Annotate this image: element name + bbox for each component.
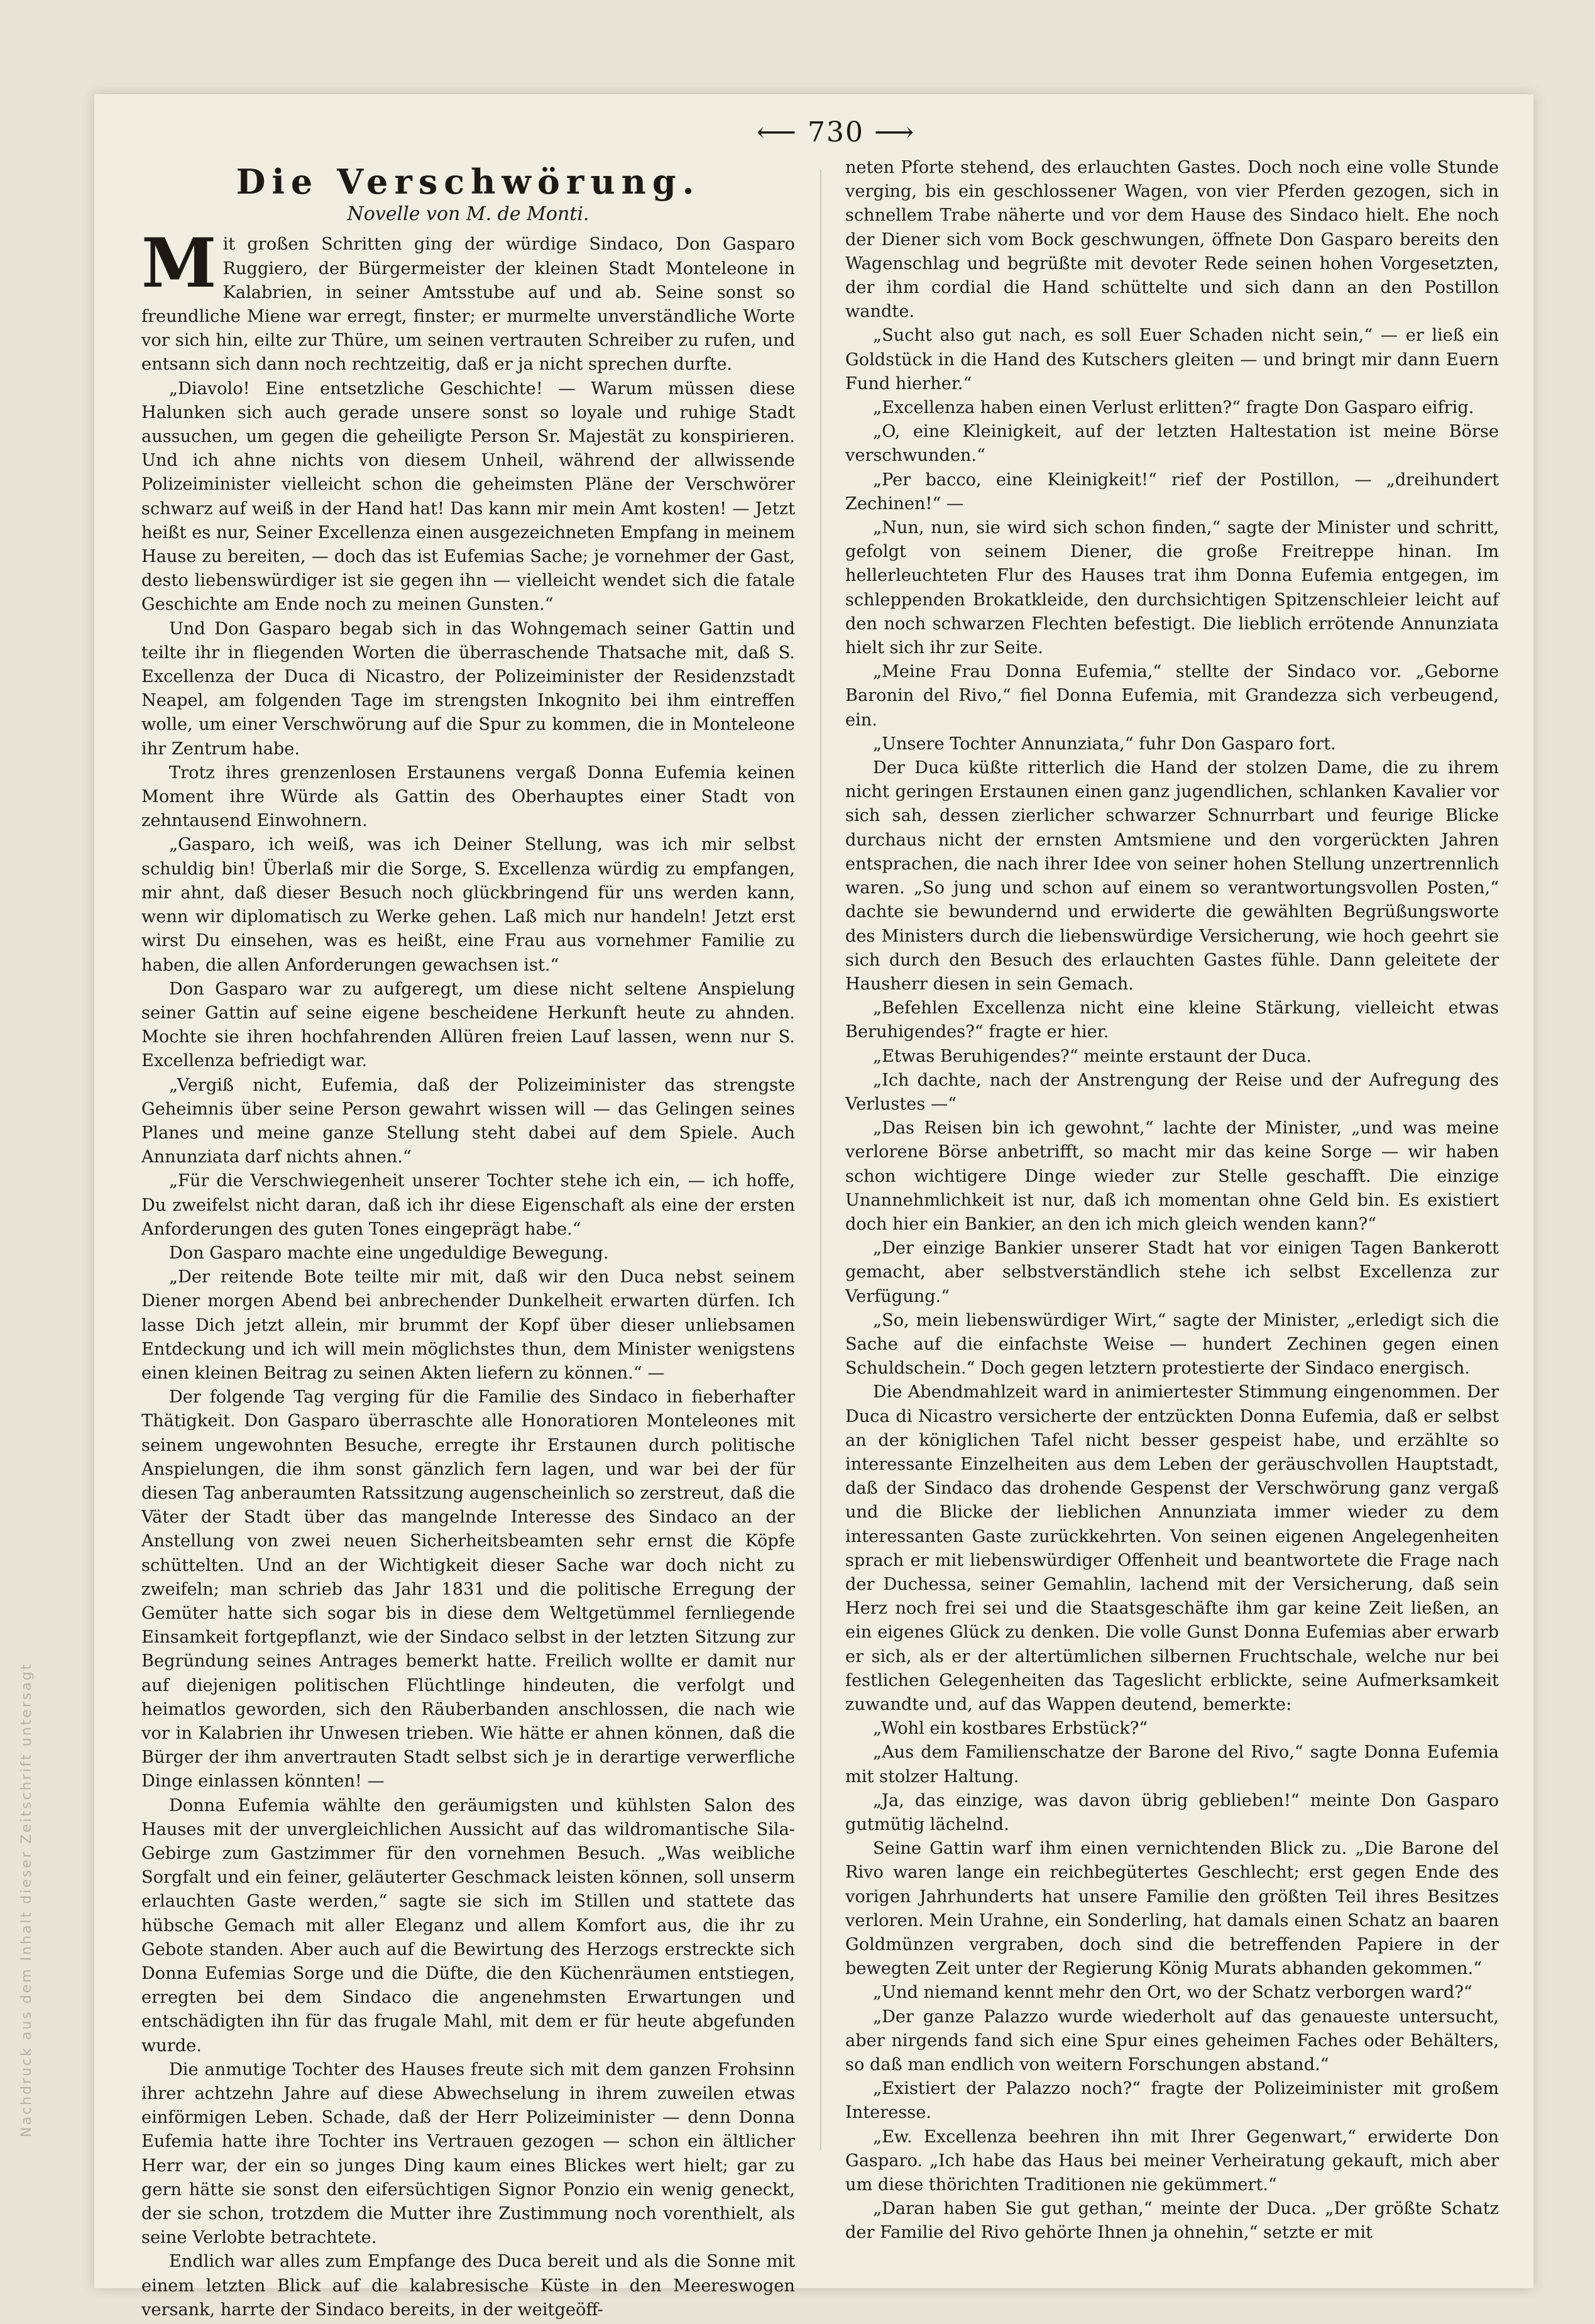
paragraph: „Das Reisen bin ich gewohnt,“ lachte der Minister, „und was meine verlorene Börse anbetrifft, so macht mir das keine Sorge — wir haben schon wichtigere Dinge wieder zur Stelle geschafft. Die einzige Unannehmlichkeit ist nur, daß ich momentan ohne Geld bin. Es existiert doch hier ein Bankier, an den ich mich gleich wenden kann?“ <box>845 1118 1499 1234</box>
paragraph: Und Don Gasparo begab sich in das Wohngemach seiner Gattin und teilte ihr in fliegenden Worten die überraschende Thatsache mit, daß S. Excellenza der Duca di Nicastro, der Polizeiminister der Residenzstadt Neapel, am folgenden Tage im strengsten Inkognito bei ihm eintreffen wolle, um einer Verschwörung auf die Spur zu kommen, die in Monteleone ihr Zentrum habe. <box>141 619 795 759</box>
right-column <box>845 156 1499 2245</box>
paragraph: „Meine Frau Donna Eufemia,“ stellte der Sindaco vor. „Geborne Baronin del Rivo,“ fiel Donna Eufemia, mit Grandezza sich verbeugend, ein. <box>845 662 1499 730</box>
paragraph: Don Gasparo war zu aufgeregt, um diese nicht seltene Anspielung seiner Gattin auf seine eigene bescheidene Herkunft heute zu ahnden. Mochte sie ihren hochfahrenden Allüren freien Lauf lassen, wenn nur S. Excellenza befriedigt war. <box>141 979 795 1071</box>
paragraph: „Ew. Excellenza beehren ihn mit Ihrer Gegenwart,“ erwiderte Don Gasparo. „Ich habe das Haus bei meiner Verheiratung gekauft, mich aber um diese thörichten Traditionen nie gekümmert.“ <box>845 2127 1499 2195</box>
page-number-value: 730 <box>808 116 864 148</box>
paragraph: Der folgende Tag verging für die Familie des Sindaco in fieberhafter Thätigkeit. Don Gasparo überraschte alle Honoratioren Monteleones mit seinem ungewohnten Besuche, erregte ihr Erstaunen durch politische Anspielungen, die ihm sonst gänzlich fern lagen, und war bei der für diesen Tag anberaumten Ratssitzung augenscheinlich so zerstreut, daß die Väter der Stadt über das mangelnde Interesse des Sindaco an der Anstellung von zwei neuen Sicherheitsbeamten sehr ernst die Köpfe schüttelten. Und an der Wichtigkeit dieser Sache war doch nicht zu zweifeln; man schrieb das Jahr 1831 und die politische Erregung der Gemüter hatte sich sogar bis in diese dem Weltgetümmel fernliegende Einsamkeit fortgepflanzt, wie der Sindaco selbst in der letzten Sitzung zur Begründung seines Antrages bemerkt hatte. Freilich wollte er damit nur auf diejenigen politischen Flüchtlinge hindeuten, die verfolgt und heimatlos geworden, sich den Räuberbanden anschlossen, die nach wie vor in Kalabrien ihr Unwesen trieben. Wie hätte er ahnen können, daß die Bürger der ihm anvertrauten Stadt selbst sich je in derartige verwerfliche Dinge einlassen könnten! — <box>141 1387 795 1792</box>
paragraph: „Für die Verschwiegenheit unserer Tochter stehe ich ein, — ich hoffe, Du zweifelst nicht daran, daß ich ihr diese Eigenschaft als eine der ersten Anforderungen des guten Tones eingeprägt habe.“ <box>141 1171 795 1239</box>
column-divider <box>820 170 821 2150</box>
paragraph: Seine Gattin warf ihm einen vernichtenden Blick zu. „Die Barone del Rivo waren lange ein reichbegütertes Geschlecht; erst gegen Ende des vorigen Jahrhunderts hat unsere Familie den größten Teil ihres Besitzes verloren. Mein Urahne, ein Sonderling, hat damals einen Schatz an baaren Goldmünzen vergraben, doch sind die betreffenden Papiere in der bewegten Zeit unter der Regierung König Murats abhanden gekommen.“ <box>845 1839 1499 1979</box>
paragraph: „Vergiß nicht, Eufemia, daß der Polizeiminister das strengste Geheimnis über seine Person gewahrt wissen will — das Gelingen seines Planes und meine ganze Stellung steht dabei auf dem Spiele. Auch Annunziata darf nichts ahnen.“ <box>141 1075 795 1167</box>
paragraph: „Excellenza haben einen Verlust erlitten?“ fragte Don Gasparo eifrig. <box>873 398 1474 418</box>
paragraph: „Sucht also gut nach, es soll Euer Schaden nicht sein,“ — er ließ ein Goldstück in die Hand des Kutschers gleiten — und bringt mir dann Euern Fund hierher.“ <box>845 326 1499 394</box>
paragraph: „Ja, das einzige, was davon übrig geblieben!“ meinte Don Gasparo gutmütig lächelnd. <box>845 1790 1499 1835</box>
paragraph: „Daran haben Sie gut gethan,“ meinte der Duca. „Der größte Schatz der Familie del Rivo gehörte Ihnen ja ohnehin,“ setzte er mit <box>845 2199 1499 2243</box>
margin-note: Nachdruck aus dem Inhalt dieser Zeitschrift untersagt <box>19 1662 35 2137</box>
paragraph: „Diavolo! Eine entsetzliche Geschichte! — Warum müssen diese Halunken sich auch gerade unsere sonst so loyale und ruhige Stadt aussuchen, um gegen die geheiligte Person Sr. Majestät zu konspirieren. Und ich ahne nichts von diesem Unheil, während der allwissende Polizeiminister vielleicht schon die geheimsten Pläne der Verschwörer schwarz auf weiß in der Hand hat! Das kann mir mein Amt kosten! — Jetzt heißt es nur, Seiner Excellenza einen ausgezeichneten Empfang in meinem Hause zu bereiten, — doch das ist Eufemias Sache; je vornehmer der Gast, desto liebenswürdiger ist sie gegen ihn — vielleicht wendet sich die fatale Geschichte am Ende noch zu meinen Gunsten.“ <box>141 378 795 615</box>
paragraph: neten Pforte stehend, des erlauchten Gastes. Doch noch eine volle Stunde verging, bis ein geschlossener Wagen, von vier Pferden gezogen, sich in schnellem Trabe näherte und vor dem Hause des Sindaco hielt. Ehe noch der Diener sich vom Bock geschwungen, öffnete Don Gasparo bereits den Wagenschlag und begrüßte mit devoter Rede seinen hohen Vorgesetzten, der ihm cordial die Hand schüttelte und sich dann an den Postillon wandte. <box>845 158 1499 322</box>
paragraph: „Etwas Beruhigendes?“ meinte erstaunt der Duca. <box>873 1046 1312 1066</box>
paragraph: „Der einzige Bankier unserer Stadt hat vor einigen Tagen Bankerott gemacht, aber selbstverständlich stehe ich selbst Excellenza zur Verfügung.“ <box>845 1238 1499 1306</box>
paragraph: Don Gasparo machte eine ungeduldige Bewegung. <box>169 1243 609 1263</box>
drop-cap: M <box>141 224 217 304</box>
left-column <box>141 163 795 2322</box>
paragraph: „Ich dachte, nach der Anstrengung der Reise und der Aufregung des Verlustes —“ <box>845 1070 1499 1114</box>
paragraph: „So, mein liebenswürdiger Wirt,“ sagte der Minister, „erledigt sich die Sache auf die einfachste Weise — hundert Zechinen gegen einen Schuldschein.“ Doch gegen letztern protestierte der Sindaco energisch. <box>845 1310 1499 1379</box>
paragraph: Die Abendmahlzeit ward in animiertester Stimmung eingenommen. Der Duca di Nicastro versicherte der entzückten Donna Eufemia, daß er selbst an der königlichen Tafel nicht besser gespeist habe, und erzählte so interessante Einzelheiten aus dem Leben der geräuschvollen Hauptstadt, daß der Sindaco das drohende Gespenst der Verschwörung ganz vergaß und die Blicke der lieblichen Annunziata immer wieder zu dem interessanten Gaste zurückkehrten. Von seinen eigenen Angelegenheiten sprach er mit liebenswürdiger Offenheit und beantwortete die Frage nach der Duchessa, seiner Gemahlin, lachend mit der Versicherung, daß sein Herz noch frei sei und die Staatsgeschäfte ihm gar keine Zeit ließen, an ein eigenes Glück zu denken. Die volle Gunst Donna Eufemias aber erwarb er sich, als er der altertümlichen silbernen Fruchtschale, welche nur bei festlichen Gelegenheiten das Tageslicht erblickte, seine Aufmerksamkeit zuwandte und, auf das Wappen deutend, bemerkte: <box>845 1382 1499 1714</box>
paragraph: „Unsere Tochter Annunziata,“ fuhr Don Gasparo fort. <box>873 734 1336 754</box>
article-byline: Novelle von M. de Monti. <box>347 203 589 226</box>
paragraph: „O, eine Kleinigkeit, auf der letzten Haltestation ist meine Börse verschwunden.“ <box>845 422 1499 466</box>
article-title: Die Verschwörung. <box>236 162 701 202</box>
paragraph: „Befehlen Excellenza nicht eine kleine Stärkung, vielleicht etwas Beruhigendes?“ fragte er hier. <box>845 998 1499 1042</box>
paragraph: „Existiert der Palazzo noch?“ fragte der Polizeiminister mit großem Interesse. <box>845 2079 1499 2123</box>
paragraph: „Aus dem Familienschatze der Barone del Rivo,“ sagte Donna Eufemia mit stolzer Haltung. <box>845 1743 1499 1787</box>
paragraph: Der Duca küßte ritterlich die Hand der stolzen Dame, die zu ihrem nicht geringen Erstaunen einen ganz jugendlichen, schlanken Kavalier vor sich sah, dessen zierlicher schwarzer Schnurrbart und feurige Blicke durchaus nicht der ernsten Amtsmiene und den vorgerückten Jahren entsprachen, die nach ihrer Idee von seiner hohen Stellung unzertrennlich waren. „So jung und schon auf einem so verantwortungsvollen Posten,“ dachte sie bewundernd und erwiderte die gewählten Begrüßungsworte des Ministers durch die liebenswürdige Versicherung, wie hoch geehrt sie sich durch den Besuch des erlauchten Gastes fühle. Dann geleitete der Hausherr diesen in sein Gemach. <box>845 758 1499 994</box>
paragraph: Endlich war alles zum Empfange des Duca bereit und als die Sonne mit einem letzten Blick auf die kalabresische Küste in den Meereswogen versank, harrte der Sindaco bereits, in der weitgeöff- <box>141 2252 795 2320</box>
paragraph-text: it großen Schritten ging der würdige Sindaco, Don Gasparo Ruggiero, der Bürgermeister der kleinen Stadt Monteleone in Kalabrien, in seiner Amtsstube auf und ab. Seine sonst so freundliche Miene war erregt, finster; er murmelte unverständliche Worte vor sich hin, eilte zur Thüre, um seinen vertrauten Schreiber zu rufen, und entsann sich dann noch rechtzeitig, daß er ja nicht sprechen durfte. <box>141 234 795 375</box>
paragraph: „Der reitende Bote teilte mir mit, daß wir den Duca nebst seinem Diener morgen Abend bei anbrechender Dunkelheit erwarten dürfen. Ich lasse Dich jetzt allein, mir brummt der Kopf über dieser unliebsamen Entdeckung und ich will mein möglichstes thun, dem Minister wenigstens einen kleinen Beitrag zu seinen Akten liefern zu können.“ — <box>141 1267 795 1383</box>
paragraph: „Der ganze Palazzo wurde wiederholt auf das genaueste untersucht, aber nirgends fand sich eine Spur eines geheimen Faches oder Behälters, so daß man endlich von weitern Forschungen abstand.“ <box>845 2007 1499 2075</box>
paragraph: „Nun, nun, sie wird sich schon finden,“ sagte der Minister und schritt, gefolgt von seinem Diener, die große Freitreppe hinan. Im hellerleuchteten Flur des Hauses trat ihm Donna Eufemia entgegen, im schleppenden Brokatkleide, den durchsichtigen Spitzenschleier leicht auf den noch schwarzen Flechten befestigt. Die lieblich errötende Annunziata hielt sich ihr zur Seite. <box>845 518 1499 658</box>
paragraph: Trotz ihres grenzenlosen Erstaunens vergaß Donna Eufemia keinen Moment ihre Würde als Gattin des Oberhauptes einer Stadt von zehntausend Einwohnern. <box>141 763 795 831</box>
paragraph: „Wohl ein kostbares Erbstück?“ <box>873 1719 1148 1739</box>
paragraph: „Gasparo, ich weiß, was ich Deiner Stellung, was ich mir selbst schuldig bin! Überlaß mir die Sorge, S. Excellenza würdig zu empfangen, mir ahnt, daß dieser Besuch noch glückbringend für uns werden kann, wenn wir diplomatisch zu Werke gehen. Laß mich nur handeln! Jetzt erst wirst Du einsehen, was es heißt, eine Frau aus vornehmer Familie zu haben, die allen Anforderungen gewachsen ist.“ <box>141 835 795 975</box>
paragraph: Die anmutige Tochter des Hauses freute sich mit dem ganzen Frohsinn ihrer achtzehn Jahre auf diese Abwechselung in ihrem zuweilen etwas einförmigen Leben. Schade, daß der Herr Polizeiminister — denn Donna Eufemia hatte ihre Tochter ins Vertrauen gezogen — schon ein ältlicher Herr war, der ein so junges Ding kaum eines Blickes wert hielt; gar zu gern hätte sie sonst den eifersüchtigen Signor Ponzio ein wenig geneckt, der sie schon, trotzdem die Mutter ihre Zustimmung noch vorenthielt, als seine Verlobte betrachtete. <box>141 2059 795 2248</box>
paragraph: „Per bacco, eine Kleinigkeit!“ rief der Postillon, — „dreihundert Zechinen!“ — <box>845 470 1499 514</box>
paragraph: „Und niemand kennt mehr den Ort, wo der Schatz verborgen ward?“ <box>873 1983 1472 2003</box>
page-number: ⟵ 730 ⟶ <box>756 116 916 148</box>
paragraph: Donna Eufemia wählte den geräumigsten und kühlsten Salon des Hauses mit der unvergleichlichen Aussicht auf das wildromantische Sila-Gebirge zum Gastzimmer für den vornehmen Besuch. „Was weibliche Sorgfalt und ein feiner, geläuterter Geschmack leisten können, soll unserm erlauchten Gaste werden,“ sagte sie sich im Stillen und stattete das hübsche Gemach mit aller Eleganz und allem Komfort aus, die ihr zu Gebote standen. Aber auch auf die Bewirtung des Herzogs erstreckte sich Donna Eufemias Sorge und die Düfte, die den Küchenräumen entstiegen, erregten bei dem Sindaco die angenehmsten Erwartungen und entschädigten ihn für das frugale Mahl, mit dem er für heute abgefunden wurde. <box>141 1795 795 2056</box>
paragraph <box>141 224 795 377</box>
